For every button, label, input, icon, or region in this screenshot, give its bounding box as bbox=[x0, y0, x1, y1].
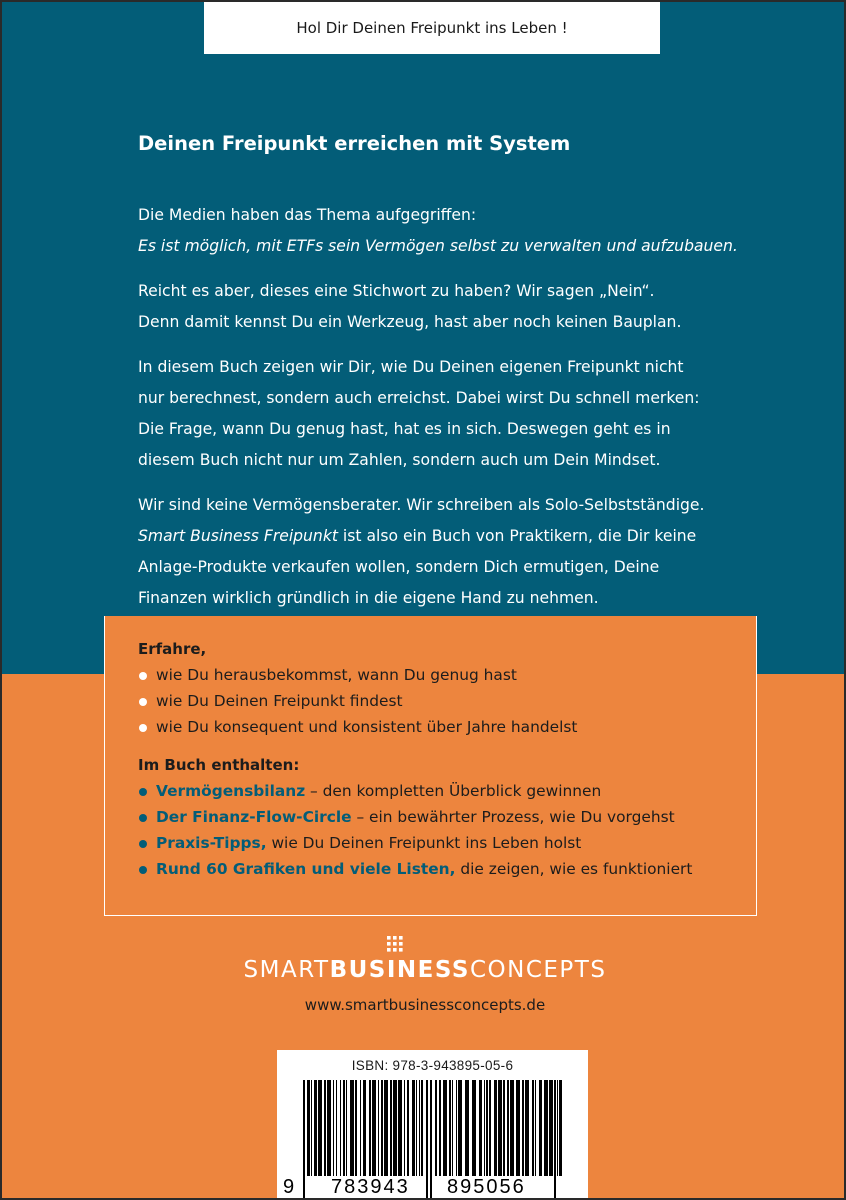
barcode-bar bbox=[544, 1080, 548, 1176]
learn-item bbox=[138, 688, 746, 714]
included-item bbox=[138, 778, 746, 804]
included-item-text: die zeigen, wie es funktioniert bbox=[455, 860, 693, 878]
included-item-text: – ein bewährter Prozess, wie Du vorgehst bbox=[351, 808, 675, 826]
learn-label: Erfahre, bbox=[138, 640, 207, 658]
paragraph-4 bbox=[138, 490, 778, 614]
bullet-icon bbox=[139, 788, 147, 796]
barcode-bar bbox=[318, 1080, 322, 1176]
barcode-bar bbox=[465, 1080, 469, 1176]
barcode-bar bbox=[340, 1080, 341, 1176]
barcode-bar bbox=[554, 1080, 556, 1198]
barcode-bar bbox=[360, 1080, 361, 1176]
barcode-bar bbox=[532, 1080, 534, 1176]
barcode-bar bbox=[458, 1080, 462, 1176]
paragraph-3-line: diesem Buch nicht nur um Zahlen, sondern auch um Dein Mindset. bbox=[138, 451, 661, 469]
paragraph-2 bbox=[138, 276, 778, 338]
barcode-bar bbox=[486, 1080, 488, 1176]
included-item-highlight: Praxis-Tipps, bbox=[156, 834, 267, 852]
book-title-italic: Smart Business Freipunkt bbox=[138, 527, 338, 545]
barcode-bar bbox=[412, 1080, 415, 1176]
included-item-highlight: Vermögensbilanz bbox=[156, 782, 306, 800]
barcode-bar bbox=[369, 1080, 371, 1176]
learn-item bbox=[138, 662, 746, 688]
isbn-barcode bbox=[277, 1050, 588, 1200]
logo-dots-icon bbox=[387, 936, 405, 954]
barcode-bar bbox=[516, 1080, 520, 1176]
included-item bbox=[138, 830, 746, 856]
barcode-bar bbox=[525, 1080, 529, 1176]
barcode-bar bbox=[549, 1080, 553, 1176]
bullet-icon bbox=[139, 840, 147, 848]
barcode-bar bbox=[435, 1080, 437, 1176]
barcode-digits-group-1: 783943 bbox=[331, 1176, 410, 1198]
barcode-bar bbox=[404, 1080, 405, 1176]
barcode-bar bbox=[419, 1080, 420, 1176]
included-item-text: – den kompletten Überblick gewinnen bbox=[305, 782, 602, 800]
features-box bbox=[104, 616, 757, 916]
bullet-icon bbox=[139, 724, 147, 732]
barcode-bar bbox=[363, 1080, 366, 1176]
barcode-bar bbox=[484, 1080, 485, 1176]
isbn-text: ISBN: 978-3-943895-05-6 bbox=[351, 1058, 514, 1073]
included-label: Im Buch enthalten: bbox=[138, 756, 300, 774]
intro-line: Die Medien haben das Thema aufgegriffen: bbox=[138, 206, 477, 224]
barcode-bar bbox=[311, 1080, 312, 1176]
learn-list bbox=[138, 662, 746, 740]
publisher-logo bbox=[2, 957, 846, 983]
learn-item bbox=[138, 714, 746, 740]
barcode-bar bbox=[522, 1080, 524, 1176]
barcode-bar bbox=[421, 1080, 423, 1176]
barcode-bar bbox=[426, 1080, 428, 1198]
barcode-bar bbox=[510, 1080, 514, 1176]
paragraph-4-line: ist also ein Buch von Praktikern, die Dir keine bbox=[337, 527, 697, 545]
barcode-bar bbox=[398, 1080, 402, 1176]
paragraph-3-line: nur berechnest, sondern auch erreichst. Dabei wirst Du schnell merken: bbox=[138, 389, 700, 407]
included-list bbox=[138, 778, 746, 882]
included-item-highlight: Der Finanz-Flow-Circle bbox=[156, 808, 352, 826]
barcode-bar bbox=[489, 1080, 491, 1176]
barcode-bar bbox=[307, 1080, 310, 1176]
bullet-icon bbox=[139, 814, 147, 822]
barcode-bar bbox=[381, 1080, 383, 1176]
barcode-bar bbox=[449, 1080, 451, 1176]
barcode-bar bbox=[372, 1080, 376, 1176]
bullet-icon bbox=[139, 698, 147, 706]
barcode-bar bbox=[535, 1080, 536, 1176]
barcode-bar bbox=[378, 1080, 379, 1176]
barcode-bar bbox=[439, 1080, 441, 1176]
included-item bbox=[138, 804, 746, 830]
barcode-digit-first: 9 bbox=[283, 1176, 295, 1198]
barcode-digits-group-2: 895056 bbox=[447, 1176, 526, 1198]
description-text bbox=[138, 200, 778, 628]
barcode-bar bbox=[333, 1080, 334, 1176]
paragraph-3-line: Die Frage, wann Du genug hast, hat es in sich. Deswegen geht es in bbox=[138, 420, 671, 438]
paragraph-4-line: Finanzen wirklich gründlich in die eigene Hand zu nehmen. bbox=[138, 589, 599, 607]
barcode-bar bbox=[416, 1080, 417, 1176]
main-heading: Deinen Freipunkt erreichen mit System bbox=[138, 132, 571, 155]
barcode-bar bbox=[498, 1080, 502, 1176]
barcode-bar bbox=[303, 1080, 305, 1198]
barcode-bar bbox=[407, 1080, 409, 1176]
barcode-bar bbox=[355, 1080, 357, 1176]
intro-quote: Es ist möglich, mit ETFs sein Vermögen selbst zu verwalten und aufzubauen. bbox=[138, 237, 738, 255]
paragraph-4-line: Anlage-Produkte verkaufen wollen, sondern Dich ermutigen, Deine bbox=[138, 558, 660, 576]
logo-part-concepts: CONCEPTS bbox=[469, 957, 607, 983]
barcode-bar bbox=[327, 1080, 331, 1176]
barcode-bar bbox=[346, 1080, 347, 1176]
barcode-bar bbox=[479, 1080, 482, 1176]
barcode-bar bbox=[336, 1080, 337, 1176]
learn-item-text: wie Du herausbekommst, wann Du genug hast bbox=[156, 666, 517, 684]
paragraph-4-line: Wir sind keine Vermögensberater. Wir schreiben als Solo-Selbstständige. bbox=[138, 496, 705, 514]
barcode-bar bbox=[559, 1080, 562, 1176]
included-item bbox=[138, 856, 746, 882]
barcode-bar bbox=[384, 1080, 388, 1176]
barcode-bar bbox=[452, 1080, 453, 1176]
barcode-bar bbox=[390, 1080, 392, 1176]
barcode-bar bbox=[350, 1080, 354, 1176]
logo-part-smart: SMART bbox=[243, 957, 330, 983]
tagline-banner: Hol Dir Deinen Freipunkt ins Leben ! bbox=[204, 2, 660, 54]
included-item-text: wie Du Deinen Freipunkt ins Leben holst bbox=[266, 834, 582, 852]
publisher-url: www.smartbusinessconcepts.de bbox=[304, 996, 546, 1014]
included-item-highlight: Rund 60 Grafiken und viele Listen, bbox=[156, 860, 456, 878]
barcode-bar bbox=[430, 1080, 432, 1198]
paragraph-2-line: Reicht es aber, dieses eine Stichwort zu haben? Wir sagen „Nein“. bbox=[138, 282, 655, 300]
barcode-bar bbox=[443, 1080, 447, 1176]
barcode-bar bbox=[343, 1080, 345, 1176]
barcode-bar bbox=[557, 1080, 558, 1176]
barcode-bar bbox=[393, 1080, 397, 1176]
barcode-bar bbox=[324, 1080, 326, 1176]
logo-part-business: BUSINESS bbox=[329, 957, 470, 983]
barcode-bar bbox=[539, 1080, 542, 1176]
barcode-bar bbox=[456, 1080, 457, 1176]
learn-item-text: wie Du Deinen Freipunkt findest bbox=[156, 692, 403, 710]
paragraph-3 bbox=[138, 352, 778, 476]
paragraph-3-line: In diesem Buch zeigen wir Dir, wie Du Deinen eigenen Freipunkt nicht bbox=[138, 358, 684, 376]
paragraph-2-line: Denn damit kennst Du ein Werkzeug, hast aber noch keinen Bauplan. bbox=[138, 313, 682, 331]
bullet-icon bbox=[139, 866, 147, 874]
features-box-content bbox=[138, 636, 746, 894]
barcode-bar bbox=[507, 1080, 509, 1176]
barcode-bar bbox=[503, 1080, 505, 1176]
bullet-icon bbox=[139, 672, 147, 680]
barcode-bar bbox=[494, 1080, 497, 1176]
barcode-bar bbox=[472, 1080, 476, 1176]
learn-item-text: wie Du konsequent und konsistent über Jahre handelst bbox=[156, 718, 578, 736]
barcode-bar bbox=[314, 1080, 317, 1176]
